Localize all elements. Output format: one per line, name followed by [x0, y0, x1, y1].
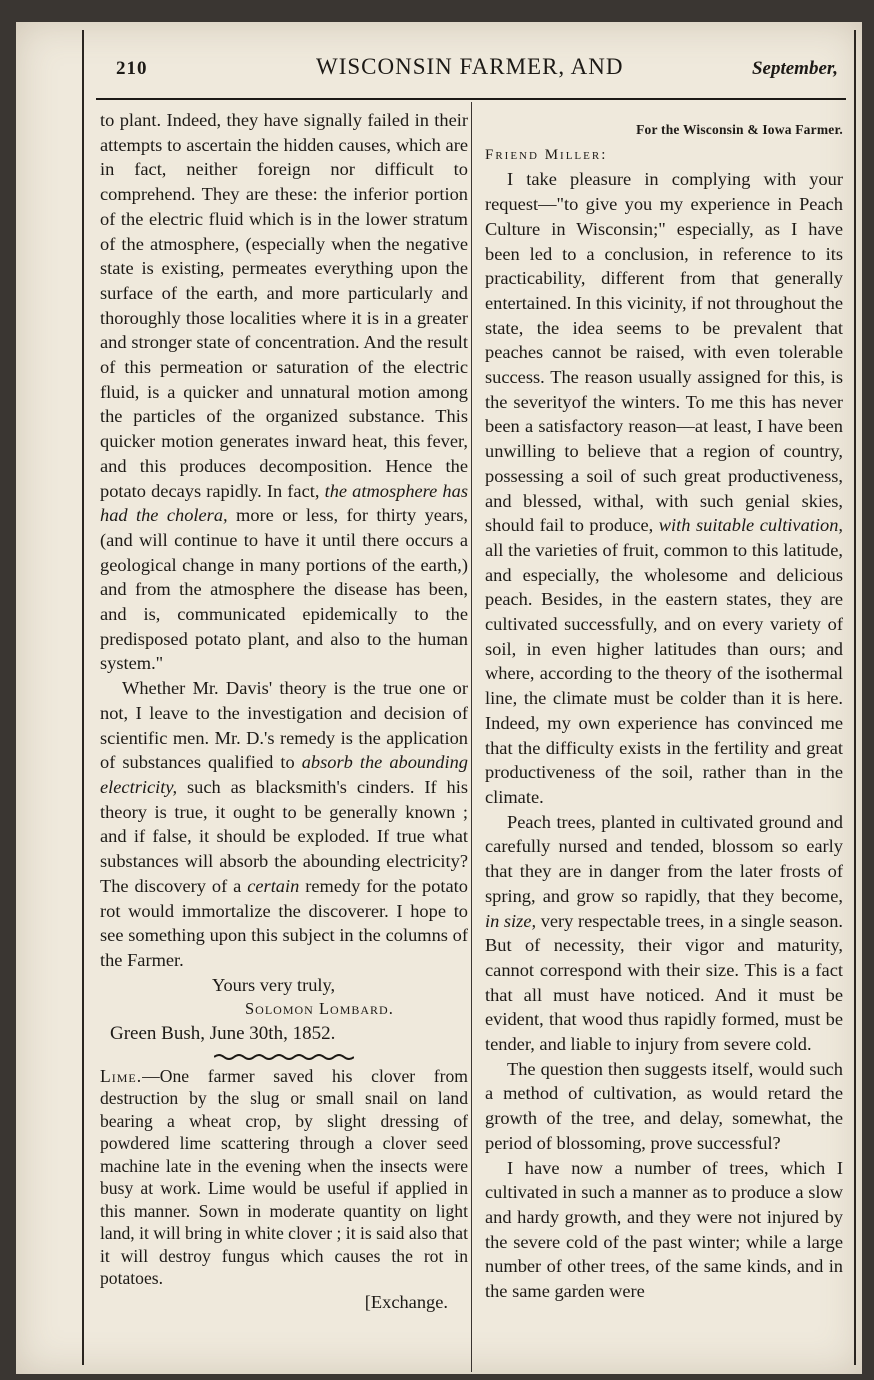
newspaper-page — [16, 22, 862, 1374]
header-rule — [96, 98, 846, 100]
lime-article: Lime.—One farmer saved his clover from destruction by the slug or small snail on land bearing a wheat crop, by slight dressing of powdered lime scattering through a clover seed machine late in the evening when the insects were busy at work. Lime would be useful if applied in this manner. Sown in moderate quantity on light land, it will bring in white clover ; it is said also that it will destroy fungus which causes the rot in potatoes. — [100, 1065, 468, 1289]
article-paragraph: Whether Mr. Davis' theory is the true one or not, I leave to the investigation and decision of scientific men. Mr. D.'s remedy is the application of substances qualified to absorb the abounding electricity, such as blacksmith's cinders. If his theory is true, it ought to be generally known ; and if false, it should be exploded. If true what substances will absorb the abounding electricity? The discovery of a certain remedy for the potato rot would immortalize the discoverer. I hope to see something upon this subject in the columns of the Farmer. — [100, 678, 469, 970]
article-paragraph: Peach trees, planted in cultivated ground and carefully nursed and tended, blossom so early that they are in danger from the later frosts of spring, and grow so rapidly, that they become, in size, very respectable trees, in a single season. But of necessity, their vigor and maturity, cannot correspond with their size. This is a fact that all must have noticed. And it must be evident, that wood thus rapidly formed, must be tender, and liable to injury from severe cold. — [485, 811, 844, 1055]
column-divider — [471, 102, 472, 1372]
letter-signature: Solomon Lombard. — [245, 999, 394, 1019]
running-title: WISCONSIN FARMER, AND — [316, 54, 624, 79]
ornamental-divider — [214, 1053, 354, 1061]
source-credit: [Exchange. — [364, 1291, 448, 1312]
article-paragraph: to plant. Indeed, they have signally failed in their attempts to ascertain the hidden causes, which are in fact, neither foreign nor difficult to comprehend. They are these: the inferior portion of the electric fluid which is in the lower stratum of the atmosphere, (especially when the negative state is existing, permeates everything upon the surface of the earth, and more particularly and thoroughly those localities where it is in a greater and stronger state of concentration. And the result of this permeation or saturation of the electric fluid, is a quicker and unnatural motion among the particles of the organized substance. This quicker motion generates inward heat, this fever, and this produces decomposition. Hence the potato decays rapidly. In fact, the atmosphere has had the cholera, more or less, for thirty years, (and will continue to have it until there occurs a geological change in many portions of the earth,) and from the atmosphere the disease has been, and is, communicated epidemically to the predisposed potato plant, and also to the human system." — [100, 110, 468, 674]
right-column — [485, 118, 843, 1304]
lime-heading: Lime. — [100, 1065, 143, 1086]
page-header — [96, 50, 846, 90]
left-column — [100, 108, 468, 1314]
letter-place-date: Green Bush, June 30th, 1852. — [110, 1023, 336, 1045]
article-byline: For the Wisconsin & Iowa Farmer. — [636, 122, 843, 137]
article-paragraph: I take pleasure in complying with your request—"to give you my experience in Peach Culture in Wisconsin;" especially, as I have been led to a conclusion, in reference to its practicability, different from that generally entertained. In this vicinity, if not throughout the state, the idea seems to be prevalent that peaches cannot be raised, with even tolerable success. The reason usually assigned for this, is the severityof the winters. To me this has never been a satisfactory reason—at least, I have been unwilling to believe that a region of country, possessing a soil of such great productiveness, and blessed, withal, with such genial skies, should fail to produce, with suitable cultivation, all the varieties of fruit, common to this latitude, and especially, the wholesome and delicious peach. Besides, in the eastern states, they are cultivated successfully, and on every variety of soil, in even higher latitudes than ours; and where, according to the theory of the isothermal line, the climate must be colder than it is here. Indeed, my own experience has convinced me that the difficulty exists in the fertility and great productiveness of the soil, rather than in the climate. — [485, 169, 843, 807]
page-number: 210 — [116, 58, 148, 79]
article-paragraph: The question then suggests itself, would such a method of cultivation, as would retard the growth of the tree, and delay, somewhat, the period of blossoming, prove successful? — [485, 1058, 843, 1153]
issue-month: September, — [751, 58, 838, 79]
letter-salutation: Friend Miller: — [485, 146, 608, 163]
article-paragraph: I have now a number of trees, which I cultivated in such a manner as to produce a slow and hardy growth, and they were not injured by the severe cold of the past winter; while a large number of other trees, of the same kinds, and in the same garden were — [485, 1157, 843, 1302]
letter-closing: Yours very truly, — [212, 974, 336, 995]
